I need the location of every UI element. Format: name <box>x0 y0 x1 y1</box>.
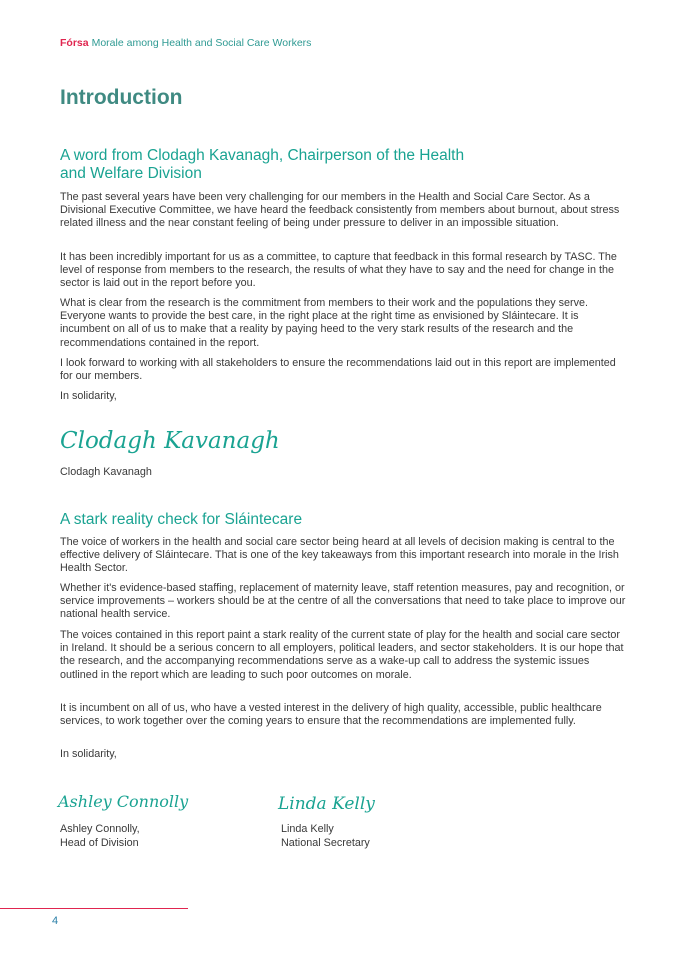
section-heading-slaintecare: A stark reality check for Sláintecare <box>60 511 303 528</box>
signatory-name: Clodagh Kavanagh <box>60 466 152 478</box>
closing-text: In solidarity, <box>60 390 117 402</box>
paragraph: I look forward to working with all stakeholders to ensure the recommendations laid out in this report are implemented for our members. <box>60 357 616 383</box>
section-heading-chairperson <box>60 147 464 183</box>
closing-text: In solidarity, <box>60 748 117 760</box>
paragraph: The voices contained in this report paint a stark reality of the current state of play for the health and social care sector in Ireland. It should be a serious concern to all employers, political leaders, and sector stakeholders. It is our hope that the research, and the accompanying recommendations serve as a wake-up call to address the systemic issues outlined in the report which are leading to such poor outcomes on morale. <box>60 629 624 681</box>
section-heading-line-2: and Welfare Division <box>60 165 202 182</box>
brand-name: Fórsa <box>60 37 89 49</box>
signatory-linda-kelly <box>281 822 370 850</box>
signatory-name: Linda Kelly <box>281 823 334 835</box>
paragraph: It is incumbent on all of us, who have a vested interest in the delivery of high quality, accessible, public healthcare services, to work together over the coming years to ensure that the recommendations are implemented fully. <box>60 702 602 728</box>
signatory-ashley-connolly <box>60 822 140 850</box>
page-title: Introduction <box>60 86 183 109</box>
paragraph: What is clear from the research is the commitment from members to their work and the populations they serve. Everyone wants to provide the best care, in the right place at the right time as envisioned by Sláintecare. It is incumbent on all of us to make that a reality by paying heed to the very stark results of the research and the recommendations contained in the report. <box>60 297 589 349</box>
signatory-role: Head of Division <box>60 837 139 849</box>
section-heading-line-1: A word from Clodagh Kavanagh, Chairperson of the Health <box>60 147 465 164</box>
footer-divider <box>0 908 188 909</box>
signature-ashley-connolly: Ashley Connolly <box>58 792 189 811</box>
page-number: 4 <box>52 915 59 927</box>
paragraph: The voice of workers in the health and social care sector being heard at all levels of decision making is central to the effective delivery of Sláintecare. That is one of the key takeaways from this important research into morale in the Irish Health Sector. <box>60 536 619 575</box>
running-header <box>60 37 311 49</box>
signature-linda-kelly: Linda Kelly <box>278 794 375 814</box>
paragraph: The past several years have been very challenging for our members in the Health and Social Care Sector. As a Divisional Executive Committee, we have heard the feedback consistently from members about burnout, about stress related illness and the near constant feeling of being under pressure to deliver in an impossible situation. <box>60 191 620 230</box>
report-title: Morale among Health and Social Care Workers <box>91 37 312 49</box>
paragraph: Whether it's evidence-based staffing, replacement of maternity leave, staff retention measures, pay and recognition, or service improvements – workers should be at the centre of all the conversations that need to take place to improve our national health service. <box>60 582 626 621</box>
signatory-name: Ashley Connolly, <box>60 823 140 835</box>
paragraph: It has been incredibly important for us as a committee, to capture that feedback in this formal research by TASC. The level of response from members to the research, the results of what they have to say and the need for change in the sector is laid out in the report before you. <box>60 251 617 290</box>
signatory-role: National Secretary <box>281 837 370 849</box>
signature-clodagh-kavanagh: Clodagh Kavanagh <box>60 428 280 454</box>
